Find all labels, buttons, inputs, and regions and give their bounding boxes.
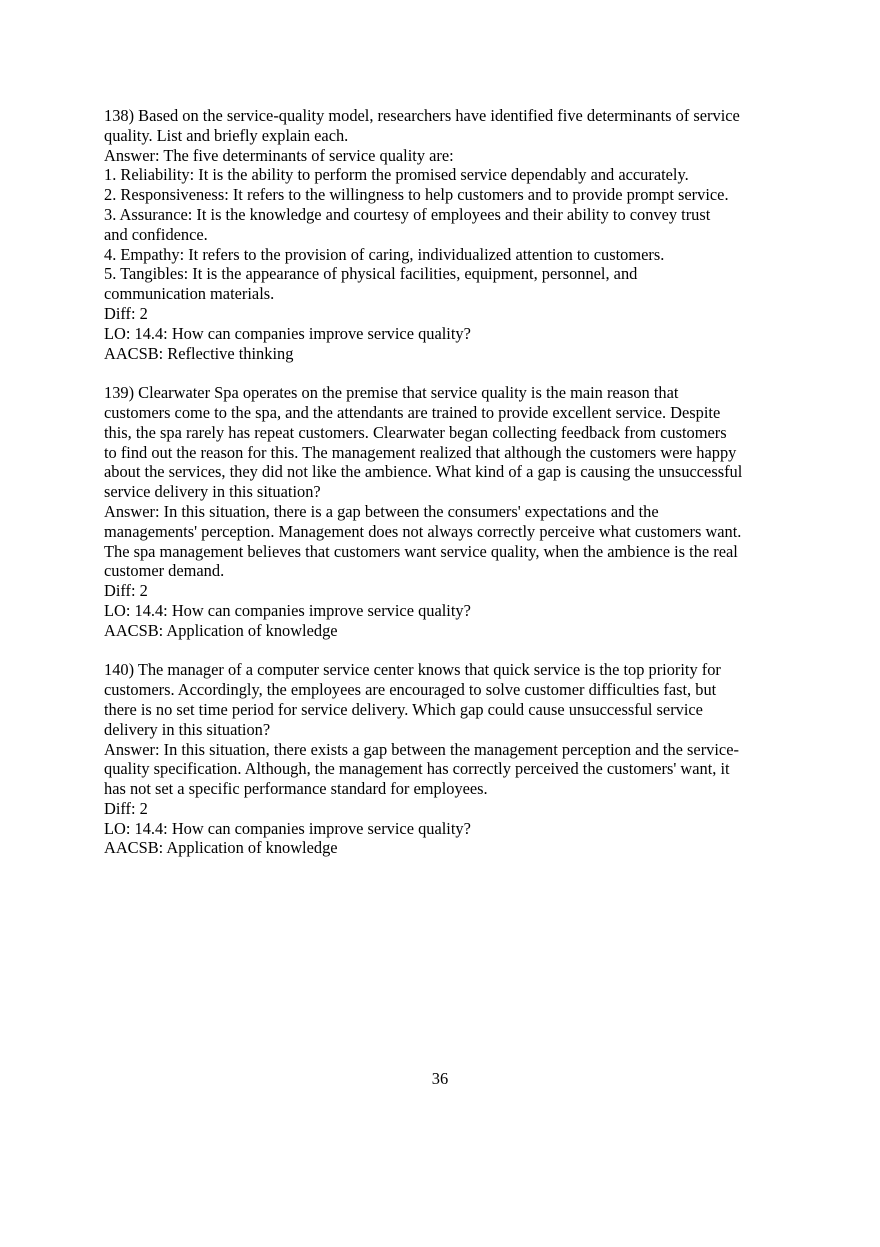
answer-line: 2. Responsiveness: It refers to the willingness to help customers and to provide prompt service.	[104, 185, 729, 205]
answer-line: and confidence.	[104, 224, 208, 244]
learning-objective-line: LO: 14.4: How can companies improve service quality?	[104, 600, 471, 620]
answer-line: managements' perception. Management does not always correctly perceive what customers want.	[104, 521, 742, 541]
answer-line: communication materials.	[104, 284, 275, 304]
question-line: to find out the reason for this. The management realized that although the customers were happy	[104, 442, 737, 462]
question-line: about the services, they did not like the ambience. What kind of a gap is causing the unsuccessful	[104, 462, 743, 482]
difficulty-line: Diff: 2	[104, 581, 148, 601]
aacsb-line: AACSB: Application of knowledge	[104, 620, 338, 640]
paragraph-spacer	[104, 641, 784, 661]
answer-line: Answer: In this situation, there is a gap between the consumers' expectations and the	[104, 501, 659, 521]
answer-line: customer demand.	[104, 561, 225, 581]
aacsb-line: AACSB: Application of knowledge	[104, 838, 338, 858]
answer-line: Answer: In this situation, there exists a gap between the management perception and the service-	[104, 739, 739, 759]
answer-line: 1. Reliability: It is the ability to perform the promised service dependably and accurately.	[104, 165, 689, 185]
answer-line: quality specification. Although, the management has correctly perceived the customers' want, it	[104, 759, 730, 779]
learning-objective-line: LO: 14.4: How can companies improve service quality?	[104, 818, 471, 838]
page-content	[104, 106, 784, 858]
answer-line: Answer: The five determinants of service quality are:	[104, 145, 454, 165]
question-line: 138) Based on the service-quality model, researchers have identified five determinants of service	[104, 106, 740, 125]
answer-line: 5. Tangibles: It is the appearance of physical facilities, equipment, personnel, and	[104, 264, 638, 284]
answer-line: The spa management believes that customers want service quality, when the ambience is the real	[104, 541, 738, 561]
page-number: 36	[431, 1069, 449, 1088]
paragraph-spacer	[104, 363, 784, 383]
question-140	[104, 660, 784, 858]
question-line: there is no set time period for service delivery. Which gap could cause unsuccessful service	[104, 699, 703, 719]
question-139	[104, 383, 784, 640]
question-138	[104, 106, 784, 363]
answer-line: 3. Assurance: It is the knowledge and courtesy of employees and their ability to convey trust	[104, 204, 711, 224]
answer-line: 4. Empathy: It refers to the provision of caring, individualized attention to customers.	[104, 244, 665, 264]
question-line: service delivery in this situation?	[104, 482, 321, 502]
question-line: customers come to the spa, and the attendants are trained to provide excellent service. Despite	[104, 402, 721, 422]
difficulty-line: Diff: 2	[104, 303, 148, 323]
answer-line: has not set a specific performance standard for employees.	[104, 779, 488, 799]
difficulty-line: Diff: 2	[104, 798, 148, 818]
question-line: quality. List and briefly explain each.	[104, 125, 349, 145]
learning-objective-line: LO: 14.4: How can companies improve service quality?	[104, 323, 471, 343]
question-line: 140) The manager of a computer service center knows that quick service is the top priority for	[104, 660, 721, 680]
aacsb-line: AACSB: Reflective thinking	[104, 343, 294, 363]
question-line: delivery in this situation?	[104, 719, 271, 739]
question-line: 139) Clearwater Spa operates on the premise that service quality is the main reason that	[104, 383, 679, 403]
question-line: customers. Accordingly, the employees are encouraged to solve customer difficulties fast, but	[104, 680, 717, 700]
question-line: this, the spa rarely has repeat customers. Clearwater began collecting feedback from customers	[104, 422, 727, 442]
